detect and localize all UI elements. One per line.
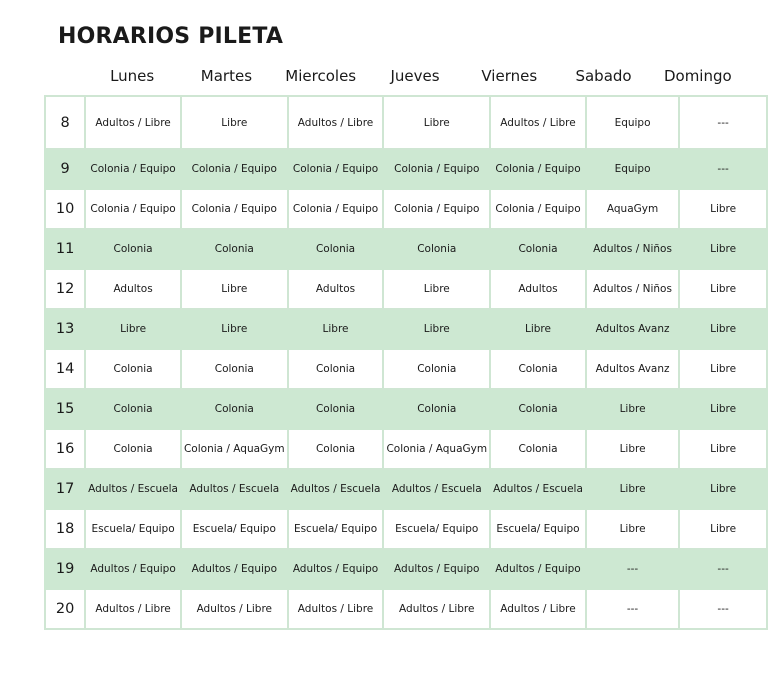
table-row: [45, 96, 767, 149]
table-row: [45, 469, 767, 509]
schedule-cell: Colonia: [383, 389, 490, 429]
hour-cell: 17: [45, 469, 85, 509]
schedule-cell: Escuela/ Equipo: [181, 509, 288, 549]
schedule-cell: Colonia: [288, 349, 384, 389]
day-header-sabado: Sabado: [575, 67, 632, 85]
hour-cell: 15: [45, 389, 85, 429]
schedule-cell: Adultos / Escuela: [288, 469, 384, 509]
hour-cell: 18: [45, 509, 85, 549]
schedule-cell: Colonia: [181, 389, 288, 429]
hour-cell: 14: [45, 349, 85, 389]
day-header-miercoles: Miercoles: [285, 67, 357, 85]
schedule-cell: Escuela/ Equipo: [85, 509, 181, 549]
schedule-cell: Escuela/ Equipo: [383, 509, 490, 549]
schedule-cell: Colonia / Equipo: [181, 189, 288, 229]
schedule-cell: Colonia / Equipo: [490, 149, 586, 189]
hour-cell: 9: [45, 149, 85, 189]
schedule-cell: Colonia: [288, 429, 384, 469]
schedule-cell: Libre: [679, 389, 767, 429]
table-row: [45, 269, 767, 309]
schedule-cell: Libre: [85, 309, 181, 349]
schedule-cell: Colonia: [181, 349, 288, 389]
hour-cell: 20: [45, 589, 85, 629]
schedule-cell: AquaGym: [586, 189, 679, 229]
hour-cell: 19: [45, 549, 85, 589]
schedule-cell: Colonia: [181, 229, 288, 269]
schedule-table: [44, 95, 768, 630]
day-header-jueves: Jueves: [390, 67, 440, 85]
schedule-cell: Adultos / Libre: [490, 96, 586, 149]
schedule-cell: ---: [586, 589, 679, 629]
schedule-cell: Adultos / Libre: [288, 96, 384, 149]
day-header-domingo: Domingo: [663, 67, 732, 85]
schedule-cell: Adultos / Equipo: [383, 549, 490, 589]
schedule-cell: Libre: [490, 309, 586, 349]
schedule-body: [45, 96, 767, 629]
schedule-cell: Libre: [679, 309, 767, 349]
table-row: [45, 149, 767, 189]
hour-cell: 11: [45, 229, 85, 269]
hour-cell: 13: [45, 309, 85, 349]
schedule-cell: Adultos / Equipo: [288, 549, 384, 589]
schedule-cell: Adultos / Niños: [586, 269, 679, 309]
schedule-cell: ---: [586, 549, 679, 589]
schedule-cell: Escuela/ Equipo: [490, 509, 586, 549]
hour-cell: 12: [45, 269, 85, 309]
schedule-cell: Libre: [679, 189, 767, 229]
schedule-cell: Adultos / Libre: [181, 589, 288, 629]
schedule-cell: Equipo: [586, 96, 679, 149]
schedule-cell: ---: [679, 96, 767, 149]
schedule-cell: Colonia / Equipo: [383, 149, 490, 189]
table-row: [45, 509, 767, 549]
schedule-cell: Adultos / Escuela: [383, 469, 490, 509]
schedule-cell: Colonia: [288, 389, 384, 429]
schedule-cell: Libre: [181, 269, 288, 309]
schedule-cell: Adultos / Libre: [85, 96, 181, 149]
schedule-cell: Adultos / Escuela: [181, 469, 288, 509]
table-row: [45, 389, 767, 429]
schedule-cell: Colonia / Equipo: [490, 189, 586, 229]
schedule-cell: ---: [679, 589, 767, 629]
schedule-cell: Colonia / Equipo: [181, 149, 288, 189]
schedule-cell: ---: [679, 149, 767, 189]
table-row: [45, 549, 767, 589]
table-row: [45, 589, 767, 629]
schedule-cell: Adultos / Equipo: [490, 549, 586, 589]
hour-cell: 16: [45, 429, 85, 469]
schedule-cell: Colonia: [85, 229, 181, 269]
table-row: [45, 349, 767, 389]
schedule-cell: Colonia: [85, 389, 181, 429]
schedule-cell: Libre: [679, 469, 767, 509]
table-row: [45, 429, 767, 469]
schedule-cell: Libre: [586, 389, 679, 429]
schedule-cell: Colonia / Equipo: [85, 149, 181, 189]
page-title: HORARIOS PILETA: [58, 24, 284, 49]
schedule-cell: Adultos: [288, 269, 384, 309]
schedule-cell: Colonia: [85, 429, 181, 469]
schedule-cell: Adultos Avanz: [586, 349, 679, 389]
schedule-cell: Adultos / Libre: [288, 589, 384, 629]
schedule-cell: ---: [679, 549, 767, 589]
table-row: [45, 309, 767, 349]
schedule-cell: Colonia / Equipo: [85, 189, 181, 229]
schedule-cell: Adultos / Equipo: [181, 549, 288, 589]
hour-cell: 10: [45, 189, 85, 229]
schedule-cell: Adultos / Equipo: [85, 549, 181, 589]
schedule-cell: Libre: [679, 269, 767, 309]
schedule-cell: Libre: [679, 509, 767, 549]
hour-cell: 8: [45, 96, 85, 149]
table-row: [45, 189, 767, 229]
schedule-cell: Adultos / Escuela: [85, 469, 181, 509]
day-header-viernes: Viernes: [481, 67, 538, 85]
schedule-cell: Libre: [586, 469, 679, 509]
schedule-cell: Colonia / AquaGym: [181, 429, 288, 469]
schedule-cell: Adultos / Escuela: [490, 469, 586, 509]
schedule-cell: Colonia: [383, 349, 490, 389]
schedule-cell: Colonia / Equipo: [383, 189, 490, 229]
schedule-cell: Adultos: [490, 269, 586, 309]
schedule-cell: Colonia: [383, 229, 490, 269]
schedule-cell: Colonia: [490, 349, 586, 389]
schedule-cell: Libre: [181, 309, 288, 349]
schedule-cell: Adultos Avanz: [586, 309, 679, 349]
schedule-cell: Libre: [586, 509, 679, 549]
day-header-row: [85, 63, 745, 89]
schedule-cell: Libre: [288, 309, 384, 349]
schedule-cell: Libre: [383, 309, 490, 349]
table-row: [45, 229, 767, 269]
schedule-cell: Colonia: [288, 229, 384, 269]
day-header-lunes: Lunes: [110, 67, 155, 85]
schedule-cell: Colonia / AquaGym: [383, 429, 490, 469]
schedule-cell: Adultos / Libre: [85, 589, 181, 629]
schedule-cell: Libre: [383, 96, 490, 149]
schedule-cell: Colonia / Equipo: [288, 189, 384, 229]
schedule-cell: Libre: [383, 269, 490, 309]
schedule-cell: Libre: [679, 349, 767, 389]
schedule-cell: Equipo: [586, 149, 679, 189]
schedule-cell: Adultos: [85, 269, 181, 309]
schedule-cell: Colonia / Equipo: [288, 149, 384, 189]
schedule-cell: Libre: [586, 429, 679, 469]
schedule-cell: Colonia: [490, 229, 586, 269]
day-header-martes: Martes: [200, 67, 253, 85]
schedule-cell: Libre: [181, 96, 288, 149]
schedule-cell: Colonia: [85, 349, 181, 389]
schedule-cell: Libre: [679, 429, 767, 469]
schedule-cell: Colonia: [490, 429, 586, 469]
schedule-cell: Adultos / Libre: [383, 589, 490, 629]
schedule-cell: Escuela/ Equipo: [288, 509, 384, 549]
schedule-cell: Colonia: [490, 389, 586, 429]
schedule-cell: Libre: [679, 229, 767, 269]
schedule-cell: Adultos / Libre: [490, 589, 586, 629]
schedule-cell: Adultos / Niños: [586, 229, 679, 269]
